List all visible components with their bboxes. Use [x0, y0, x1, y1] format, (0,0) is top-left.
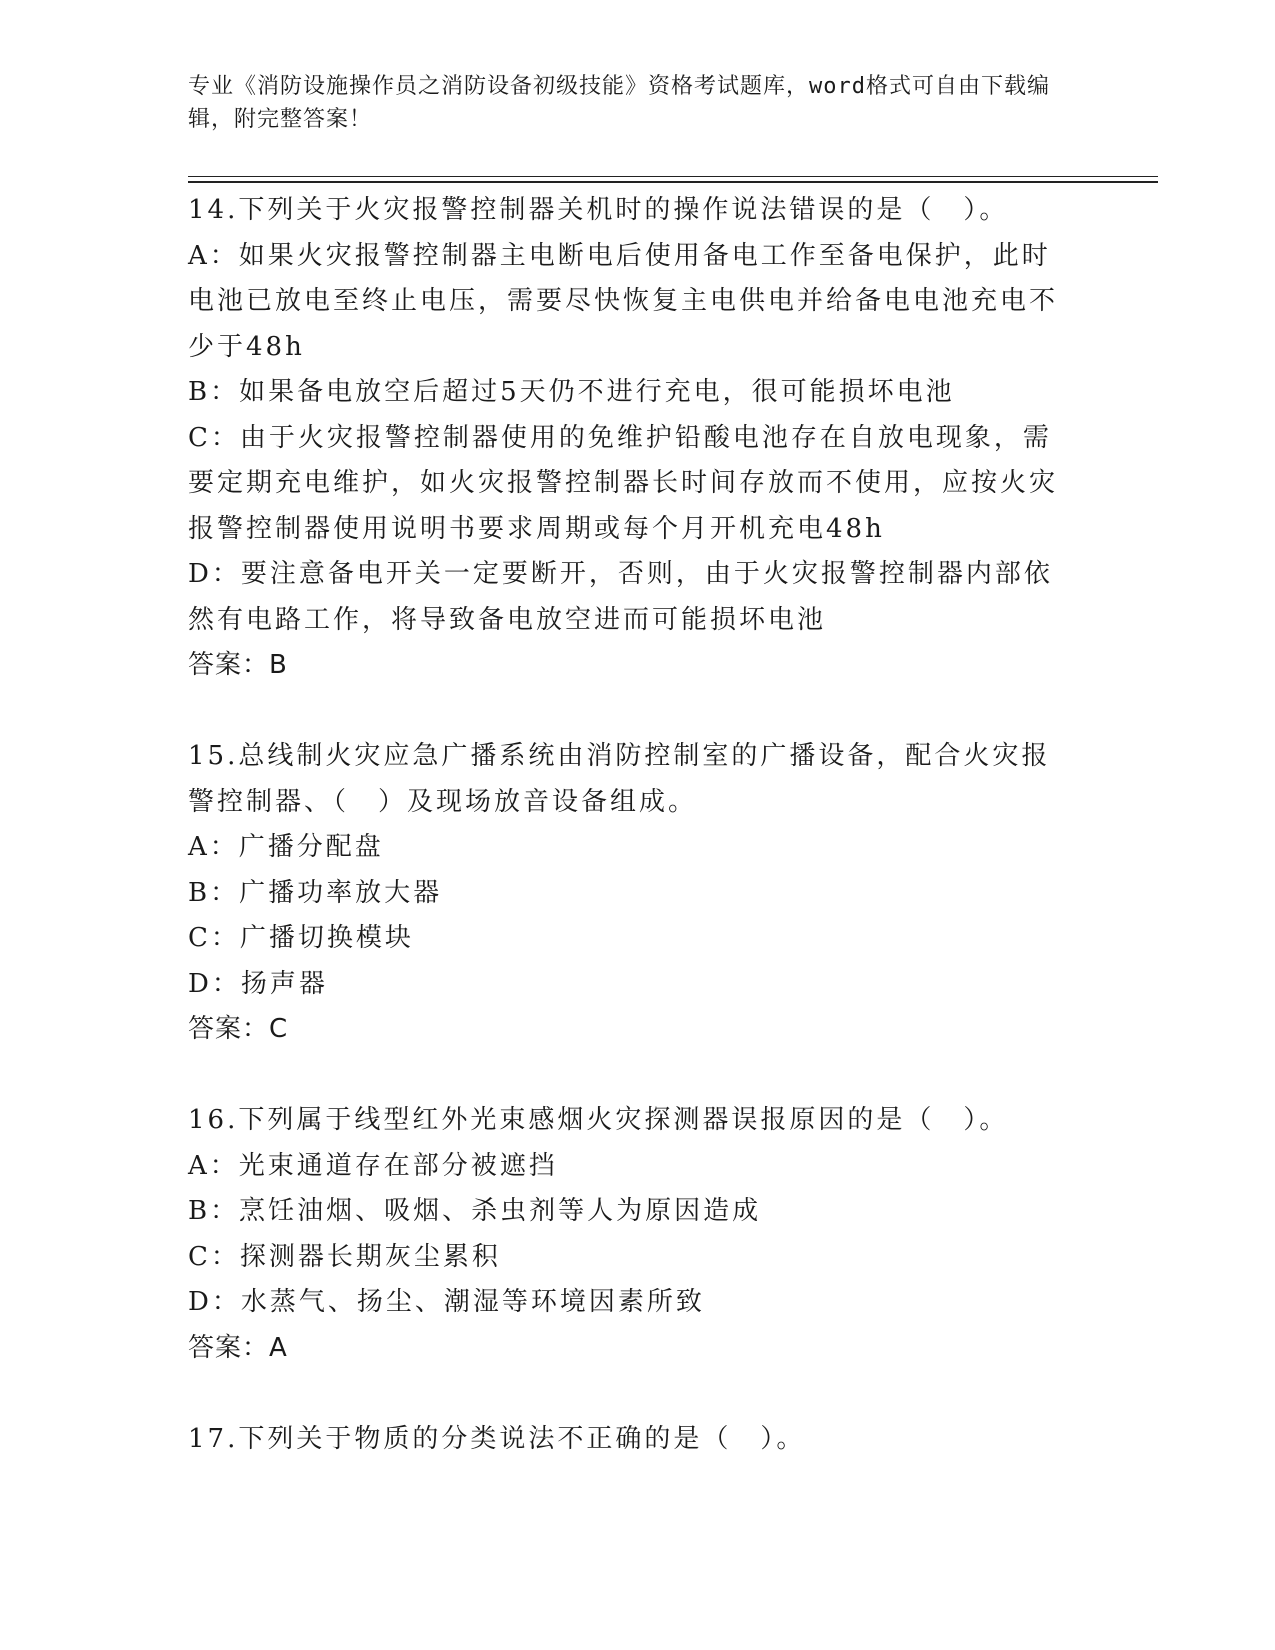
option-b: B：如果备电放空后超过5天仍不进行充电，很可能损坏电池: [188, 377, 955, 407]
question-list: [188, 188, 1068, 1462]
option-a: A：广播分配盘: [188, 832, 384, 862]
option-b: B：烹饪油烟、吸烟、杀虫剂等人为原因造成: [188, 1196, 762, 1226]
question-stem: 16.下列属于线型红外光束感烟火灾探测器误报原因的是（ ）。: [188, 1105, 1009, 1135]
header-divider-thick: [188, 181, 1158, 183]
document-header: 专业《消防设施操作员之消防设备初级技能》资格考试题库，word格式可自由下载编辑，附完整答案！: [188, 74, 1050, 132]
option-d: D：扬声器: [188, 968, 328, 999]
answer-label: 答案：C: [188, 1014, 289, 1044]
question-spacer: [188, 1053, 1068, 1099]
option-a: A：如果火灾报警控制器主电断电后使用备电工作至备电保护，此时电池已放电至终止电压，需要尽快恢复主电供电并给备电电池充电不少于48h: [188, 240, 1059, 362]
option-a: A：光束通道存在部分被遮挡: [188, 1150, 558, 1181]
answer-label: 答案：B: [188, 650, 288, 680]
option-d: D：要注意备电开关一定要断开，否则，由于火灾报警控制器内部依然有电路工作，将导致备电放空进而可能损坏电池: [188, 559, 1053, 635]
option-c: C：由于火灾报警控制器使用的免维护铅酸电池存在自放电现象，需要定期充电维护，如火灾报警控制器长时间存放而不使用，应按火灾报警控制器使用说明书要求周期或每个月开机充电48h: [188, 422, 1059, 544]
answer-label: 答案：A: [188, 1332, 288, 1363]
option-d: D：水蒸气、扬尘、潮湿等环境因素所致: [188, 1287, 705, 1317]
header-divider-thin: [188, 176, 1158, 177]
question-stem: 15.总线制火灾应急广播系统由消防控制室的广播设备，配合火灾报警控制器、（ ）及现场放音设备组成。: [188, 741, 1051, 817]
question-17: [188, 1417, 1068, 1463]
question-stem: 14.下列关于火灾报警控制器关机时的操作说法错误的是（ ）。: [188, 195, 1009, 225]
question-stem: 17.下列关于物质的分类说法不正确的是（ ）。: [188, 1423, 806, 1454]
option-c: C：探测器长期灰尘累积: [188, 1241, 501, 1272]
question-14: [188, 188, 1068, 689]
question-16: [188, 1098, 1068, 1371]
question-spacer: [188, 1371, 1068, 1417]
question-15: [188, 734, 1068, 1053]
option-b: B：广播功率放大器: [188, 877, 443, 908]
question-spacer: [188, 689, 1068, 735]
option-c: C：广播切换模块: [188, 923, 414, 953]
